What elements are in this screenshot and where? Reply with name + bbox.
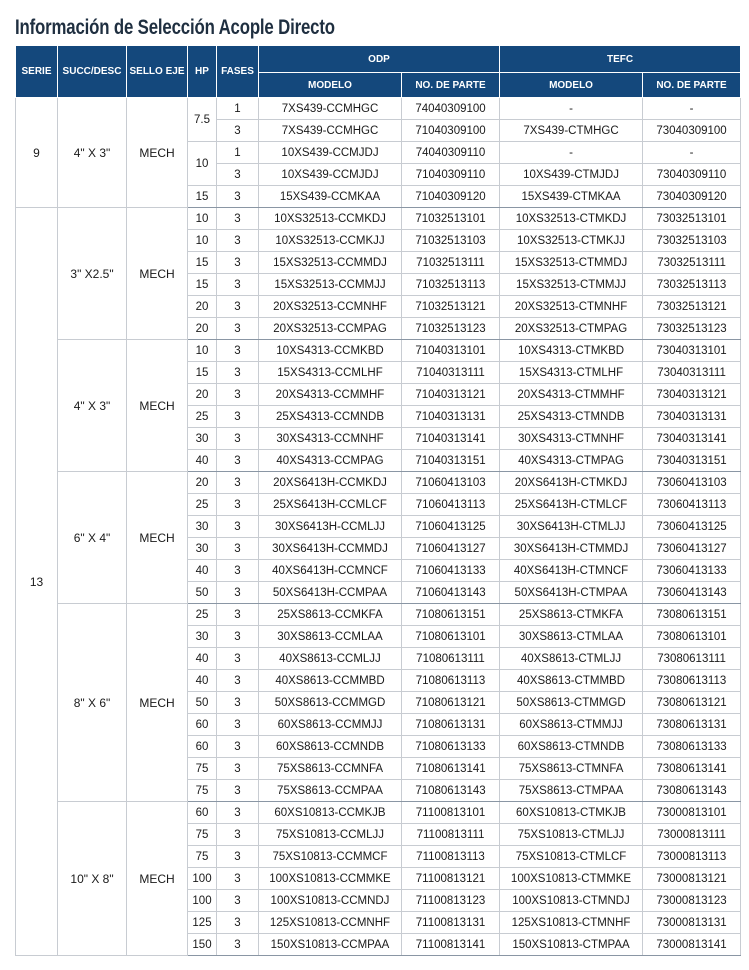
tefc-model-cell: 40XS8613-CTMLJJ	[500, 648, 643, 670]
hp-cell: 15	[188, 186, 217, 208]
odp-part-cell: 71032513101	[402, 208, 500, 230]
tefc-model-cell: 60XS8613-CTMMJJ	[500, 714, 643, 736]
tefc-part-cell: 73060413143	[643, 582, 741, 604]
header-tefc-modelo: MODELO	[500, 73, 643, 98]
succ-desc-cell: 8" X 6"	[58, 604, 127, 802]
tefc-model-cell: 60XS8613-CTMNDB	[500, 736, 643, 758]
table-row	[16, 340, 741, 362]
serie-cell: 13	[16, 208, 58, 956]
tefc-part-cell: 73060413103	[643, 472, 741, 494]
succ-desc-cell: 4" X 3"	[58, 340, 127, 472]
hp-cell: 75	[188, 846, 217, 868]
odp-part-cell: 71080613111	[402, 648, 500, 670]
tefc-part-cell: 73040309120	[643, 186, 741, 208]
fases-cell: 1	[217, 98, 259, 120]
tefc-part-cell: 73032513111	[643, 252, 741, 274]
tefc-part-cell: 73040313121	[643, 384, 741, 406]
tefc-model-cell: 150XS10813-CTMPAA	[500, 934, 643, 956]
odp-model-cell: 15XS439-CCMKAA	[259, 186, 402, 208]
tefc-part-cell: 73040313111	[643, 362, 741, 384]
fases-cell: 3	[217, 296, 259, 318]
hp-cell: 60	[188, 802, 217, 824]
tefc-model-cell: 25XS6413H-CTMLCF	[500, 494, 643, 516]
odp-part-cell: 71080613143	[402, 780, 500, 802]
tefc-model-cell: 125XS10813-CTMNHF	[500, 912, 643, 934]
odp-model-cell: 60XS10813-CCMKJB	[259, 802, 402, 824]
table-row	[16, 98, 741, 120]
hp-cell: 25	[188, 494, 217, 516]
table-row	[16, 472, 741, 494]
fases-cell: 3	[217, 582, 259, 604]
tefc-model-cell: -	[500, 98, 643, 120]
fases-cell: 3	[217, 428, 259, 450]
hp-cell: 10	[188, 142, 217, 186]
fases-cell: 3	[217, 692, 259, 714]
sello-eje-cell: MECH	[127, 98, 188, 208]
fases-cell: 3	[217, 362, 259, 384]
tefc-part-cell: 73000813101	[643, 802, 741, 824]
fases-cell: 1	[217, 142, 259, 164]
tefc-part-cell: 73080613131	[643, 714, 741, 736]
odp-part-cell: 71040313151	[402, 450, 500, 472]
hp-cell: 100	[188, 868, 217, 890]
odp-part-cell: 71100813101	[402, 802, 500, 824]
hp-cell: 150	[188, 934, 217, 956]
tefc-part-cell: 73000813111	[643, 824, 741, 846]
hp-cell: 75	[188, 780, 217, 802]
fases-cell: 3	[217, 604, 259, 626]
fases-cell: 3	[217, 406, 259, 428]
odp-part-cell: 71040313131	[402, 406, 500, 428]
fases-cell: 3	[217, 758, 259, 780]
fases-cell: 3	[217, 560, 259, 582]
odp-part-cell: 74040309110	[402, 142, 500, 164]
tefc-part-cell: 73000813123	[643, 890, 741, 912]
fases-cell: 3	[217, 802, 259, 824]
tefc-model-cell: 15XS32513-CTMMJJ	[500, 274, 643, 296]
tefc-part-cell: 73032513103	[643, 230, 741, 252]
hp-cell: 30	[188, 428, 217, 450]
tefc-part-cell: 73080613111	[643, 648, 741, 670]
odp-model-cell: 50XS8613-CCMMGD	[259, 692, 402, 714]
fases-cell: 3	[217, 450, 259, 472]
fases-cell: 3	[217, 340, 259, 362]
odp-model-cell: 60XS8613-CCMMJJ	[259, 714, 402, 736]
odp-part-cell: 71080613113	[402, 670, 500, 692]
tefc-part-cell: 73080613133	[643, 736, 741, 758]
odp-part-cell: 71080613151	[402, 604, 500, 626]
tefc-model-cell: 10XS4313-CTMKBD	[500, 340, 643, 362]
hp-cell: 75	[188, 758, 217, 780]
fases-cell: 3	[217, 538, 259, 560]
hp-cell: 20	[188, 296, 217, 318]
hp-cell: 20	[188, 318, 217, 340]
tefc-model-cell: 50XS6413H-CTMPAA	[500, 582, 643, 604]
odp-part-cell: 74040309100	[402, 98, 500, 120]
fases-cell: 3	[217, 912, 259, 934]
sello-eje-cell: MECH	[127, 340, 188, 472]
fases-cell: 3	[217, 890, 259, 912]
fases-cell: 3	[217, 670, 259, 692]
odp-part-cell: 71060413127	[402, 538, 500, 560]
hp-cell: 60	[188, 736, 217, 758]
hp-cell: 25	[188, 406, 217, 428]
odp-part-cell: 71060413103	[402, 472, 500, 494]
hp-cell: 10	[188, 340, 217, 362]
fases-cell: 3	[217, 516, 259, 538]
header-odp: ODP	[259, 46, 500, 73]
odp-part-cell: 71100813111	[402, 824, 500, 846]
odp-part-cell: 71080613131	[402, 714, 500, 736]
odp-model-cell: 15XS32513-CCMMDJ	[259, 252, 402, 274]
tefc-model-cell: 75XS8613-CTMPAA	[500, 780, 643, 802]
odp-model-cell: 10XS439-CCMJDJ	[259, 142, 402, 164]
fases-cell: 3	[217, 274, 259, 296]
odp-model-cell: 25XS6413H-CCMLCF	[259, 494, 402, 516]
tefc-model-cell: 30XS4313-CTMNHF	[500, 428, 643, 450]
tefc-part-cell: 73060413113	[643, 494, 741, 516]
odp-part-cell: 71100813121	[402, 868, 500, 890]
tefc-part-cell: 73080613143	[643, 780, 741, 802]
odp-part-cell: 71080613141	[402, 758, 500, 780]
odp-model-cell: 30XS6413H-CCMMDJ	[259, 538, 402, 560]
odp-model-cell: 20XS6413H-CCMKDJ	[259, 472, 402, 494]
odp-model-cell: 20XS32513-CCMPAG	[259, 318, 402, 340]
fases-cell: 3	[217, 252, 259, 274]
sello-eje-cell: MECH	[127, 604, 188, 802]
tefc-part-cell: 73032513101	[643, 208, 741, 230]
tefc-model-cell: 100XS10813-CTMMKE	[500, 868, 643, 890]
fases-cell: 3	[217, 736, 259, 758]
header-succ-desc: SUCC/DESC	[58, 46, 127, 98]
odp-model-cell: 40XS4313-CCMPAG	[259, 450, 402, 472]
table-row	[16, 604, 741, 626]
odp-part-cell: 71080613121	[402, 692, 500, 714]
serie-cell: 9	[16, 98, 58, 208]
hp-cell: 100	[188, 890, 217, 912]
odp-model-cell: 75XS10813-CCMMCF	[259, 846, 402, 868]
hp-cell: 60	[188, 714, 217, 736]
hp-cell: 25	[188, 604, 217, 626]
hp-cell: 40	[188, 560, 217, 582]
hp-cell: 40	[188, 670, 217, 692]
odp-part-cell: 71032513103	[402, 230, 500, 252]
odp-model-cell: 30XS4313-CCMNHF	[259, 428, 402, 450]
tefc-model-cell: 10XS32513-CTMKDJ	[500, 208, 643, 230]
odp-model-cell: 20XS32513-CCMNHF	[259, 296, 402, 318]
tefc-part-cell: 73040313141	[643, 428, 741, 450]
hp-cell: 40	[188, 648, 217, 670]
odp-part-cell: 71032513121	[402, 296, 500, 318]
hp-cell: 10	[188, 208, 217, 230]
table-header	[16, 46, 741, 98]
fases-cell: 3	[217, 318, 259, 340]
odp-model-cell: 125XS10813-CCMNHF	[259, 912, 402, 934]
odp-model-cell: 15XS32513-CCMMJJ	[259, 274, 402, 296]
odp-part-cell: 71100813141	[402, 934, 500, 956]
tefc-part-cell: 73040309110	[643, 164, 741, 186]
tefc-part-cell: -	[643, 98, 741, 120]
fases-cell: 3	[217, 230, 259, 252]
sello-eje-cell: MECH	[127, 802, 188, 956]
odp-part-cell: 71032513111	[402, 252, 500, 274]
odp-model-cell: 10XS4313-CCMKBD	[259, 340, 402, 362]
fases-cell: 3	[217, 186, 259, 208]
tefc-model-cell: 20XS32513-CTMPAG	[500, 318, 643, 340]
odp-model-cell: 10XS32513-CCMKJJ	[259, 230, 402, 252]
sello-eje-cell: MECH	[127, 208, 188, 340]
table-row	[16, 208, 741, 230]
tefc-part-cell: 73000813121	[643, 868, 741, 890]
hp-cell: 7.5	[188, 98, 217, 142]
tefc-model-cell: -	[500, 142, 643, 164]
tefc-model-cell: 25XS4313-CTMNDB	[500, 406, 643, 428]
tefc-model-cell: 100XS10813-CTMNDJ	[500, 890, 643, 912]
fases-cell: 3	[217, 208, 259, 230]
header-tefc-no-parte: NO. DE PARTE	[643, 73, 741, 98]
tefc-model-cell: 40XS6413H-CTMNCF	[500, 560, 643, 582]
odp-model-cell: 25XS8613-CCMKFA	[259, 604, 402, 626]
odp-model-cell: 10XS439-CCMJDJ	[259, 164, 402, 186]
tefc-part-cell: 73060413133	[643, 560, 741, 582]
tefc-part-cell: 73080613151	[643, 604, 741, 626]
fases-cell: 3	[217, 648, 259, 670]
tefc-part-cell: 73060413127	[643, 538, 741, 560]
odp-part-cell: 71080613133	[402, 736, 500, 758]
fases-cell: 3	[217, 472, 259, 494]
fases-cell: 3	[217, 164, 259, 186]
odp-model-cell: 7XS439-CCMHGC	[259, 120, 402, 142]
odp-model-cell: 75XS8613-CCMPAA	[259, 780, 402, 802]
hp-cell: 20	[188, 472, 217, 494]
tefc-model-cell: 10XS439-CTMJDJ	[500, 164, 643, 186]
hp-cell: 40	[188, 450, 217, 472]
odp-model-cell: 30XS8613-CCMLAA	[259, 626, 402, 648]
tefc-part-cell: 73032513121	[643, 296, 741, 318]
sello-eje-cell: MECH	[127, 472, 188, 604]
tefc-model-cell: 10XS32513-CTMKJJ	[500, 230, 643, 252]
odp-part-cell: 71040313101	[402, 340, 500, 362]
tefc-part-cell: 73000813131	[643, 912, 741, 934]
hp-cell: 15	[188, 274, 217, 296]
succ-desc-cell: 3" X2.5"	[58, 208, 127, 340]
hp-cell: 50	[188, 692, 217, 714]
tefc-part-cell: 73040309100	[643, 120, 741, 142]
odp-part-cell: 71040309100	[402, 120, 500, 142]
hp-cell: 15	[188, 362, 217, 384]
fases-cell: 3	[217, 120, 259, 142]
hp-cell: 20	[188, 384, 217, 406]
header-serie: SERIE	[16, 46, 58, 98]
tefc-part-cell: 73000813141	[643, 934, 741, 956]
odp-part-cell: 71032513113	[402, 274, 500, 296]
fases-cell: 3	[217, 824, 259, 846]
header-tefc: TEFC	[500, 46, 741, 73]
odp-part-cell: 71040313141	[402, 428, 500, 450]
tefc-part-cell: -	[643, 142, 741, 164]
odp-part-cell: 71040309120	[402, 186, 500, 208]
header-odp-no-parte: NO. DE PARTE	[402, 73, 500, 98]
odp-model-cell: 75XS8613-CCMNFA	[259, 758, 402, 780]
odp-model-cell: 100XS10813-CCMNDJ	[259, 890, 402, 912]
header-fases: FASES	[217, 46, 259, 98]
tefc-part-cell: 73040313101	[643, 340, 741, 362]
tefc-model-cell: 15XS439-CTMKAA	[500, 186, 643, 208]
selection-table	[15, 45, 741, 956]
header-odp-modelo: MODELO	[259, 73, 402, 98]
tefc-model-cell: 25XS8613-CTMKFA	[500, 604, 643, 626]
odp-part-cell: 71040313121	[402, 384, 500, 406]
hp-cell: 15	[188, 252, 217, 274]
tefc-model-cell: 75XS8613-CTMNFA	[500, 758, 643, 780]
odp-model-cell: 100XS10813-CCMMKE	[259, 868, 402, 890]
fases-cell: 3	[217, 846, 259, 868]
odp-part-cell: 71100813123	[402, 890, 500, 912]
odp-model-cell: 150XS10813-CCMPAA	[259, 934, 402, 956]
odp-part-cell: 71080613101	[402, 626, 500, 648]
tefc-model-cell: 75XS10813-CTMLJJ	[500, 824, 643, 846]
tefc-model-cell: 15XS32513-CTMMDJ	[500, 252, 643, 274]
tefc-model-cell: 60XS10813-CTMKJB	[500, 802, 643, 824]
succ-desc-cell: 6" X 4"	[58, 472, 127, 604]
fases-cell: 3	[217, 714, 259, 736]
tefc-model-cell: 40XS4313-CTMPAG	[500, 450, 643, 472]
fases-cell: 3	[217, 868, 259, 890]
odp-model-cell: 25XS4313-CCMNDB	[259, 406, 402, 428]
tefc-part-cell: 73080613141	[643, 758, 741, 780]
tefc-model-cell: 30XS6413H-CTMLJJ	[500, 516, 643, 538]
odp-model-cell: 75XS10813-CCMLJJ	[259, 824, 402, 846]
succ-desc-cell: 4" X 3"	[58, 98, 127, 208]
tefc-part-cell: 73080613113	[643, 670, 741, 692]
tefc-part-cell: 73040313151	[643, 450, 741, 472]
tefc-model-cell: 20XS6413H-CTMKDJ	[500, 472, 643, 494]
odp-part-cell: 71060413133	[402, 560, 500, 582]
odp-model-cell: 50XS6413H-CCMPAA	[259, 582, 402, 604]
hp-cell: 30	[188, 516, 217, 538]
tefc-model-cell: 20XS4313-CTMMHF	[500, 384, 643, 406]
fases-cell: 3	[217, 626, 259, 648]
fases-cell: 3	[217, 384, 259, 406]
odp-model-cell: 30XS6413H-CCMLJJ	[259, 516, 402, 538]
tefc-model-cell: 50XS8613-CTMMGD	[500, 692, 643, 714]
tefc-model-cell: 15XS4313-CTMLHF	[500, 362, 643, 384]
tefc-part-cell: 73032513113	[643, 274, 741, 296]
table-body	[16, 98, 741, 956]
hp-cell: 125	[188, 912, 217, 934]
odp-model-cell: 60XS8613-CCMNDB	[259, 736, 402, 758]
odp-model-cell: 10XS32513-CCMKDJ	[259, 208, 402, 230]
tefc-model-cell: 20XS32513-CTMNHF	[500, 296, 643, 318]
tefc-model-cell: 75XS10813-CTMLCF	[500, 846, 643, 868]
tefc-part-cell: 73000813113	[643, 846, 741, 868]
odp-model-cell: 20XS4313-CCMMHF	[259, 384, 402, 406]
odp-model-cell: 40XS8613-CCMMBD	[259, 670, 402, 692]
header-hp: HP	[188, 46, 217, 98]
odp-model-cell: 15XS4313-CCMLHF	[259, 362, 402, 384]
tefc-part-cell: 73080613101	[643, 626, 741, 648]
odp-part-cell: 71060413113	[402, 494, 500, 516]
tefc-part-cell: 73080613121	[643, 692, 741, 714]
odp-model-cell: 40XS6413H-CCMNCF	[259, 560, 402, 582]
odp-part-cell: 71040309110	[402, 164, 500, 186]
fases-cell: 3	[217, 780, 259, 802]
hp-cell: 30	[188, 626, 217, 648]
fases-cell: 3	[217, 934, 259, 956]
odp-part-cell: 71060413125	[402, 516, 500, 538]
tefc-model-cell: 30XS8613-CTMLAA	[500, 626, 643, 648]
odp-part-cell: 71100813113	[402, 846, 500, 868]
hp-cell: 30	[188, 538, 217, 560]
odp-model-cell: 7XS439-CCMHGC	[259, 98, 402, 120]
hp-cell: 75	[188, 824, 217, 846]
tefc-model-cell: 40XS8613-CTMMBD	[500, 670, 643, 692]
odp-part-cell: 71040313111	[402, 362, 500, 384]
odp-part-cell: 71032513123	[402, 318, 500, 340]
page-title: Información de Selección Acople Directo	[15, 16, 335, 39]
odp-model-cell: 40XS8613-CCMLJJ	[259, 648, 402, 670]
tefc-model-cell: 30XS6413H-CTMMDJ	[500, 538, 643, 560]
header-sello-eje: SELLO EJE	[127, 46, 188, 98]
tefc-part-cell: 73040313131	[643, 406, 741, 428]
tefc-part-cell: 73032513123	[643, 318, 741, 340]
succ-desc-cell: 10" X 8"	[58, 802, 127, 956]
odp-part-cell: 71100813131	[402, 912, 500, 934]
fases-cell: 3	[217, 494, 259, 516]
odp-part-cell: 71060413143	[402, 582, 500, 604]
table-row	[16, 802, 741, 824]
tefc-model-cell: 7XS439-CTMHGC	[500, 120, 643, 142]
tefc-part-cell: 73060413125	[643, 516, 741, 538]
hp-cell: 10	[188, 230, 217, 252]
hp-cell: 50	[188, 582, 217, 604]
